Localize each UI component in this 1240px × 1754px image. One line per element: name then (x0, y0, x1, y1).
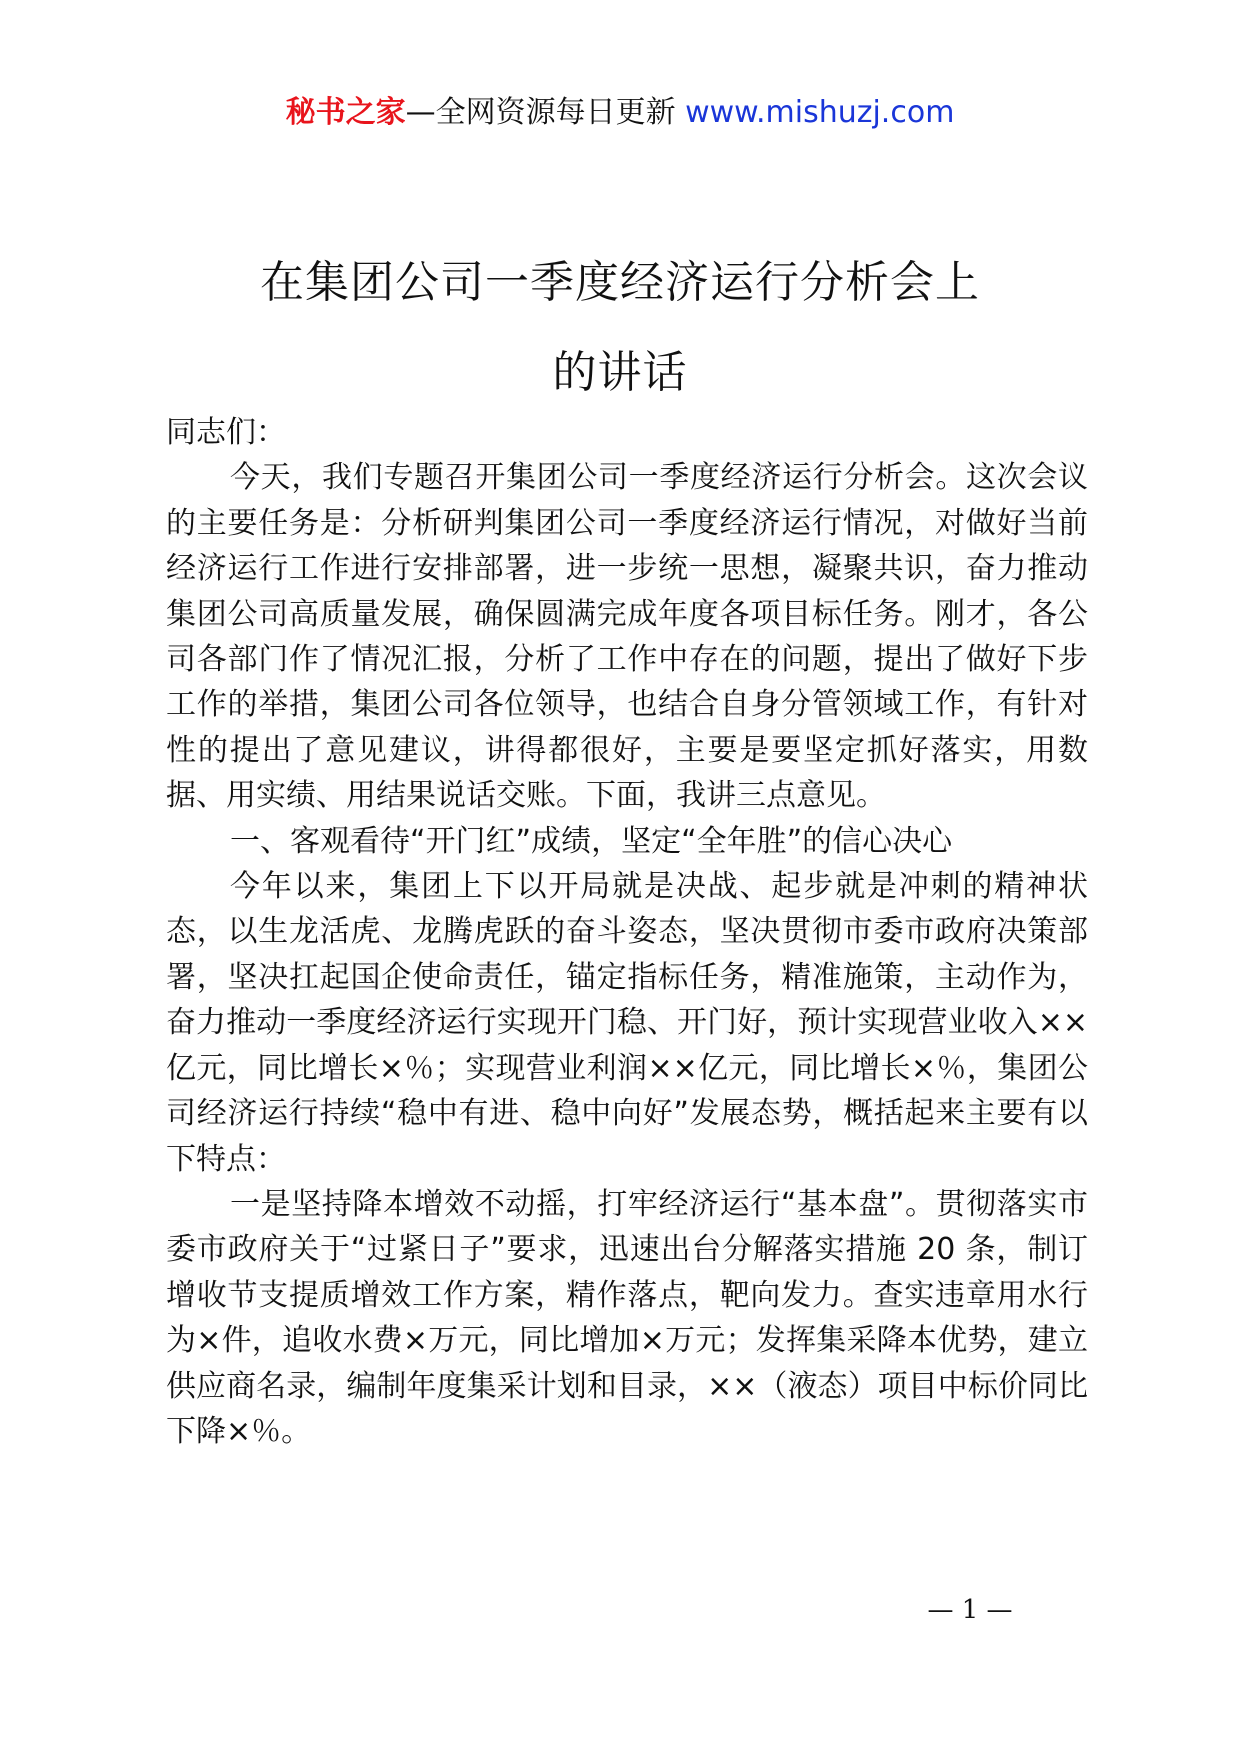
paragraph-intro: 今天，我们专题召开集团公司一季度经济运行分析会。这次会议的主要任务是：分析研判集团公司一季度经济运行情况，对做好当前经济运行工作进行安排部署，进一步统一思想，凝聚共识，奋力推动集团公司高质量发展，确保圆满完成年度各项目标任务。刚才，各公司各部门作了情况汇报，分析了工作中存在的问题，提出了做好下步工作的举措，集团公司各位领导，也结合自身分管领域工作，有针对性的提出了意见建议，讲得都很好，主要是要坚定抓好落实，用数据、用实绩、用结果说话交账。下面，我讲三点意见。 (166, 460, 1088, 814)
title-line-1: 在集团公司一季度经济运行分析会上 (260, 257, 980, 308)
paragraph-overview: 今年以来，集团上下以开局就是决战、起步就是冲刺的精神状态，以生龙活虎、龙腾虎跃的奋斗姿态，坚决贯彻市委市政府决策部署，坚决扛起国企使命责任，锚定指标任务，精准施策，主动作为，奋力推动一季度经济运行实现开门稳、开门好，预计实现营业收入××亿元，同比增长×％；实现营业利润××亿元，同比增长×％，集团公司经济运行持续“稳中有进、稳中向好”发展态势，概括起来主要有以下特点： (166, 869, 1088, 1177)
document-body (166, 410, 1088, 1454)
salutation: 同志们： (166, 415, 286, 450)
brand-name: 秘书之家 (285, 95, 406, 130)
site-url-link[interactable]: www.mishuzj.com (675, 95, 955, 130)
site-header (0, 90, 1240, 136)
header-tagline: —全网资源每日更新 (405, 95, 676, 130)
title-line-2: 的讲话 (552, 347, 688, 398)
document-title (0, 238, 1240, 418)
page-number: — 1 — (927, 1595, 1013, 1625)
paragraph-point-1: 一是坚持降本增效不动摇，打牢经济运行“基本盘”。贯彻落实市委市政府关于“过紧日子”要求，迅速出台分解落实措施 20 条，制订增收节支提质增效工作方案，精作落点，靶向发力。查实违章用水行为×件，追收水费×万元，同比增加×万元；发挥集采降本优势，建立供应商名录，编制年度集采计划和目录，××（液态）项目中标价同比下降×％。 (166, 1186, 1088, 1449)
section-heading-1: 一、客观看待“开门红”成绩，坚定“全年胜”的信心决心 (230, 823, 953, 859)
